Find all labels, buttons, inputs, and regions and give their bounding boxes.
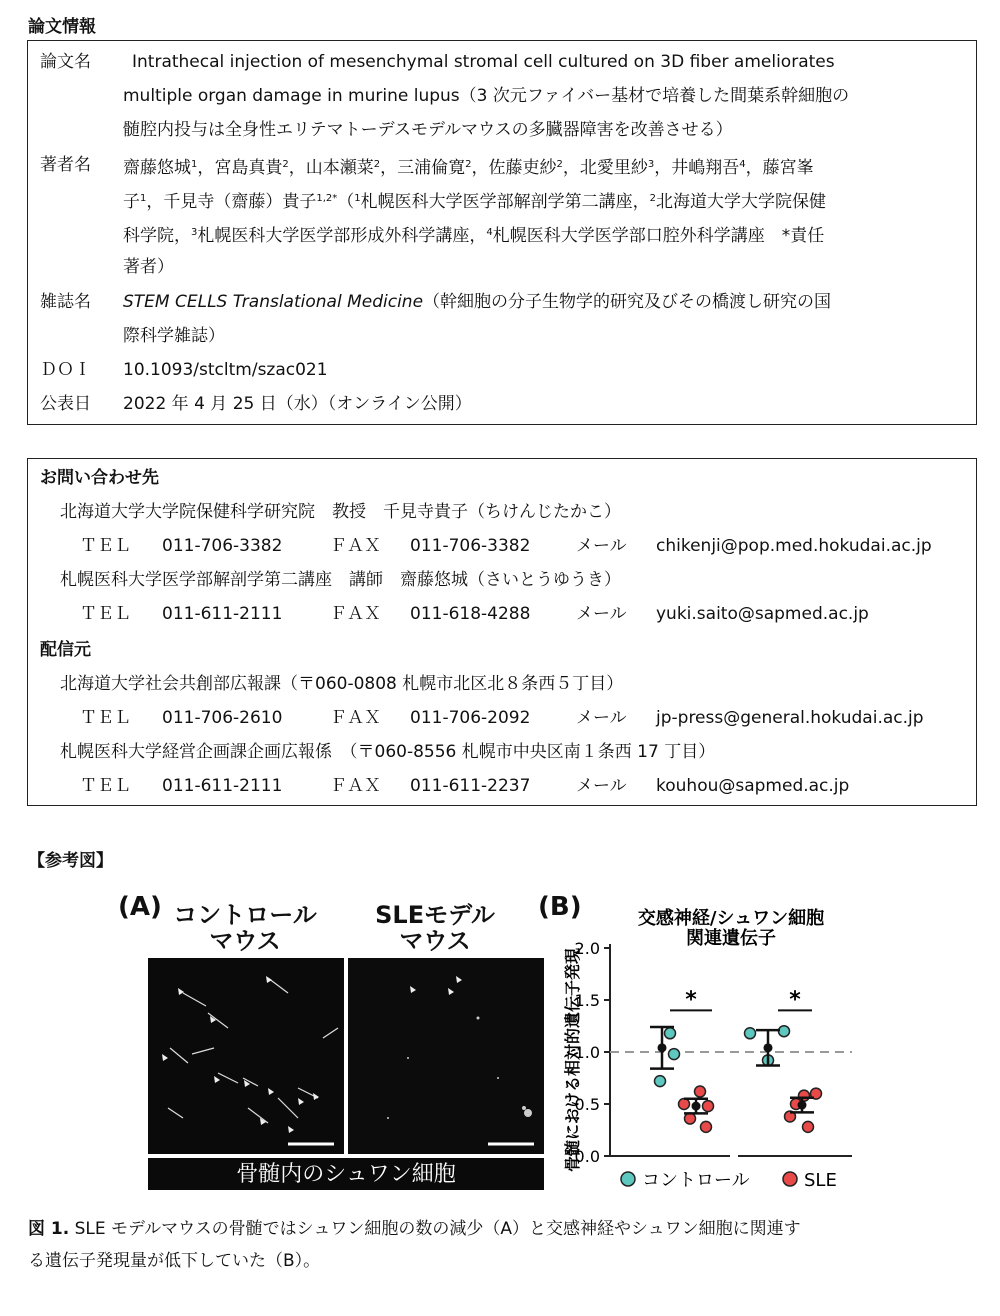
author-text: ，藤宮峯: [745, 158, 814, 178]
author-text: 北海道大学大学院保健: [656, 192, 827, 212]
affiliation-mark: 3: [647, 159, 655, 170]
tel-value: 011-706-3382: [162, 536, 283, 556]
author-text: ，山本瀬菜: [288, 158, 374, 178]
authors-line3: [123, 216, 966, 253]
paper-info-box: [27, 40, 977, 425]
data-point: [803, 1121, 814, 1132]
panel-a-micrographs: [148, 958, 544, 1190]
mail-link[interactable]: yuki.saito@sapmed.ac.jp: [656, 604, 869, 624]
data-point: [669, 1049, 680, 1060]
authors-row: [28, 148, 976, 288]
journal-row: [28, 285, 976, 355]
y-tick-label: 1.0: [574, 1043, 600, 1062]
affiliation-mark: 2: [282, 159, 289, 170]
authors-line2: [123, 182, 966, 219]
journal-desc: （幹細胞の分子生物学的研究及びその橋渡し研究の国: [423, 292, 832, 312]
mean-marker: [764, 1043, 773, 1052]
legend-swatch-control: [621, 1172, 635, 1186]
affiliation-mark: 4: [739, 159, 746, 170]
sle-title-line1: SLEモデル: [375, 901, 495, 929]
data-point: [745, 1028, 756, 1039]
fax-value: 011-611-2237: [410, 776, 531, 796]
y-axis-label: 骨髄における相対的遺伝子発現: [563, 947, 582, 1173]
data-point: [701, 1121, 712, 1132]
significance-mark: *: [789, 987, 801, 1013]
authors-label: 著者名: [40, 155, 91, 175]
panel-a-control-title: [165, 902, 325, 954]
data-point: [665, 1028, 676, 1039]
y-tick-label: 0.0: [574, 1147, 600, 1166]
journal-label: 雑誌名: [40, 292, 91, 312]
mail-label: メール: [576, 708, 627, 728]
paper-title-row: [28, 45, 976, 155]
paper-info-heading: 論文情報: [28, 17, 96, 37]
sle-title-line2: マウス: [399, 927, 471, 955]
paper-title-line1: Intrathecal injection of mesenchymal stromal cell cultured on 3D fiber ameliorates: [132, 52, 835, 72]
tel-label: ＴＥＬ: [80, 708, 131, 728]
data-point: [695, 1086, 706, 1097]
caption-text-line2: る遺伝子発現量が低下していた（B）。: [28, 1251, 321, 1271]
paper-title-line3: 髄腔内投与は全身性エリテマトーデスモデルマウスの多臓器障害を改善させる）: [123, 120, 733, 140]
fax-label: ＦＡＸ: [330, 708, 381, 728]
affiliation-mark: 2: [649, 193, 657, 204]
dist-org-2: 札幌医科大学経営企画課企画広報係 （〒060-8556 札幌市中央区南１条西 17 丁目）: [60, 742, 716, 762]
author-text: ，井嶋翔吾: [654, 158, 740, 178]
affiliation-mark: 4: [486, 227, 493, 238]
sle-micrograph: [348, 958, 544, 1154]
control-title-line2: マウス: [209, 927, 281, 955]
affiliation-mark: 1,2*: [316, 193, 338, 204]
y-tick-label: 1.5: [574, 991, 600, 1010]
control-title-line1: コントロール: [173, 901, 317, 929]
fax-label: ＦＡＸ: [330, 776, 381, 796]
gene-expression-chart: [560, 900, 880, 1200]
mail-label: メール: [576, 776, 627, 796]
legend-label-control: コントロール: [642, 1170, 750, 1191]
author-text: ，千見寺（齋藤）貴子: [146, 192, 317, 212]
mail-link[interactable]: jp-press@general.hokudai.ac.jp: [656, 708, 924, 728]
contact-org-2: 札幌医科大学医学部解剖学第二講座 講師 齋藤悠城（さいとうゆうき）: [60, 570, 621, 590]
author-text: ，北愛里紗: [562, 158, 648, 178]
data-point: [679, 1099, 690, 1110]
data-point: [779, 1026, 790, 1037]
fax-value: 011-618-4288: [410, 604, 531, 624]
authors-line1: [123, 148, 966, 185]
affiliation-mark: 1: [191, 159, 198, 170]
dist-org-1: 北海道大学社会共創部広報課（〒060-0808 札幌市北区北８条西５丁目）: [60, 674, 624, 694]
chart-title: 関連遺伝子: [686, 928, 776, 949]
contact-org-1: 北海道大学大学院保健科学研究院 教授 千見寺貴子（ちけんじたかこ）: [60, 502, 621, 522]
journal-line2: 際科学雑誌）: [123, 326, 225, 346]
mean-marker: [798, 1101, 807, 1110]
pubdate-label: 公表日: [40, 394, 91, 414]
mean-marker: [692, 1102, 701, 1111]
contact-box: [27, 458, 977, 806]
tel-value: 011-611-2111: [162, 604, 283, 624]
author-text: 子: [123, 192, 140, 212]
contact-heading: お問い合わせ先: [40, 468, 159, 488]
caption-text: SLE モデルマウスの骨髄ではシュワン細胞の数の減少（A）と交感神経やシュワン細胞に関連す: [74, 1219, 801, 1239]
author-text: 科学院，: [123, 226, 191, 246]
affiliation-mark: 2: [373, 159, 381, 170]
fax-label: ＦＡＸ: [330, 536, 381, 556]
affiliation-mark: 3: [191, 227, 198, 238]
control-micrograph: [148, 958, 344, 1154]
doi-row: [28, 353, 976, 387]
paper-title-line2: multiple organ damage in murine lupus（3 次元ファイバー基材で培養した間葉系幹細胞の: [123, 86, 850, 106]
tel-label: ＴＥＬ: [80, 604, 131, 624]
micrograph-caption: 骨髄内のシュワン細胞: [236, 1162, 456, 1187]
mail-link[interactable]: kouhou@sapmed.ac.jp: [656, 776, 850, 796]
data-point: [685, 1113, 696, 1124]
author-text: （: [337, 192, 355, 212]
mail-label: メール: [576, 604, 627, 624]
fax-value: 011-706-2092: [410, 708, 531, 728]
authors-line4: 著者）: [123, 257, 174, 277]
dist-heading: 配信元: [40, 640, 91, 660]
data-point: [703, 1101, 714, 1112]
affiliation-mark: 2: [556, 159, 563, 170]
author-text: 齋藤悠城: [123, 158, 191, 178]
significance-mark: *: [685, 987, 697, 1013]
mean-marker: [658, 1043, 667, 1052]
journal-line1: [123, 285, 966, 319]
panel-b-label: (B): [538, 892, 582, 922]
author-text: ，宮島真貴: [197, 158, 283, 178]
author-text: ，三浦倫寛: [380, 158, 466, 178]
legend-swatch-sle: [783, 1172, 797, 1186]
author-text: 札幌医科大学医学部解剖学第二講座，: [360, 192, 650, 212]
affiliation-mark: 2: [465, 159, 472, 170]
author-text: 札幌医科大学医学部口腔外科学講座 *責任: [492, 226, 825, 246]
fax-value: 011-706-3382: [410, 536, 531, 556]
mail-label: メール: [576, 536, 627, 556]
fax-label: ＦＡＸ: [330, 604, 381, 624]
chart-title: 交感神経/シュワン細胞: [637, 908, 825, 929]
y-tick-label: 2.0: [574, 939, 600, 958]
panel-a-sle-title: [360, 902, 510, 954]
doi-label: ＤＯＩ: [40, 360, 91, 380]
mail-link[interactable]: chikenji@pop.med.hokudai.ac.jp: [656, 536, 932, 556]
author-text: ，佐藤吏紗: [471, 158, 557, 178]
data-point: [655, 1076, 666, 1087]
affiliation-mark: 1: [354, 193, 361, 204]
paper-title-label: 論文名: [40, 52, 91, 72]
tel-value: 011-706-2610: [162, 708, 283, 728]
author-text: 札幌医科大学医学部形成外科学講座，: [197, 226, 487, 246]
affiliation-mark: 1: [140, 193, 147, 204]
pubdate-value: 2022 年 4 月 25 日（水）（オンライン公開）: [123, 394, 472, 414]
panel-a-label: (A): [118, 892, 162, 922]
journal-name: STEM CELLS Translational Medicine: [123, 292, 424, 312]
tel-label: ＴＥＬ: [80, 776, 131, 796]
tel-value: 011-611-2111: [162, 776, 283, 796]
figure-heading: 【参考図】: [28, 851, 113, 871]
legend-label-sle: SLE: [804, 1170, 837, 1191]
y-tick-label: 0.5: [574, 1095, 600, 1114]
pubdate-row: [28, 387, 976, 421]
doi-value: 10.1093/stcltm/szac021: [123, 360, 328, 380]
tel-label: ＴＥＬ: [80, 536, 131, 556]
figure-caption: [28, 1213, 978, 1245]
caption-label: 図 1.: [28, 1219, 70, 1239]
